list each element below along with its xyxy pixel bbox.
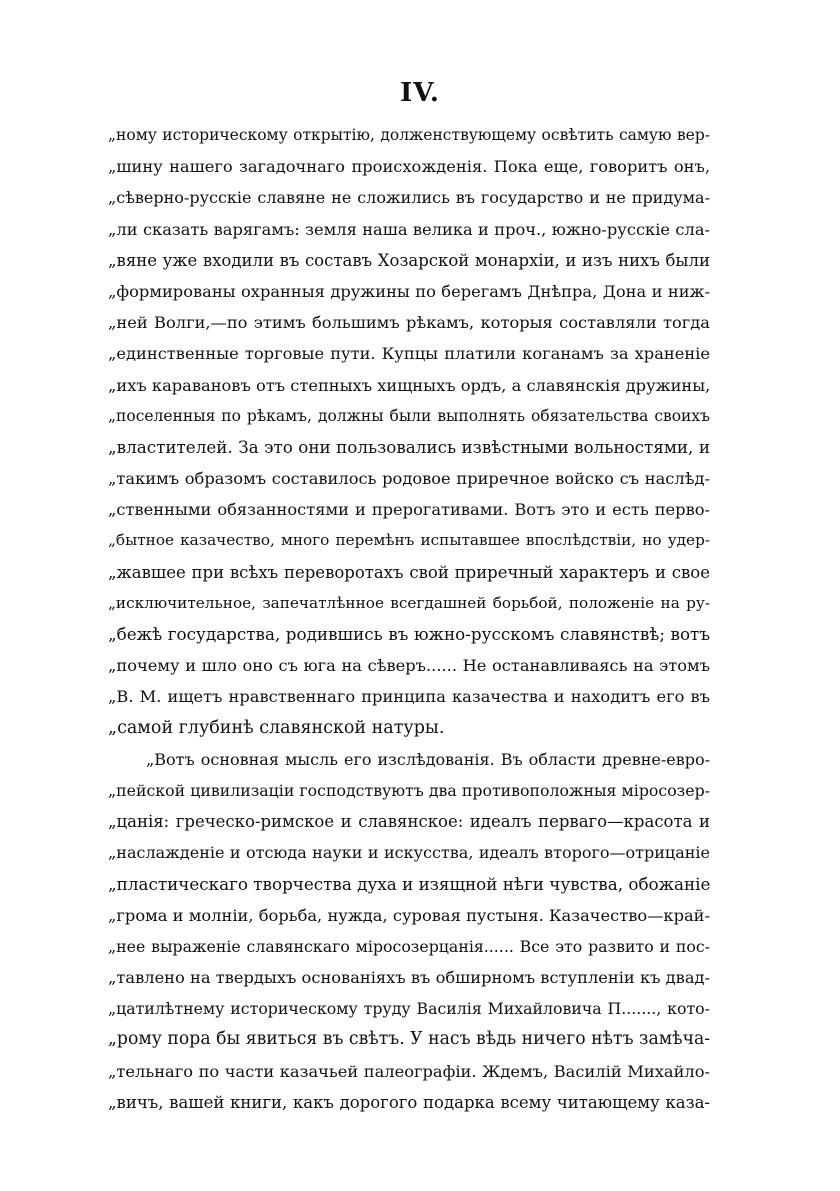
text-line: „грома и молніи, борьба, нужда, суровая пустыня. Казачество—край-	[108, 905, 710, 925]
text-line: „властителей. За это они пользовались извѣстными вольностями, и	[108, 436, 710, 457]
text-line: „цатилѣтнему историческому труду Василія Михайловича П......., кото-	[108, 999, 710, 1019]
text-line: „исключительное, запечатлѣнное всегдашней борьбой, положеніе на ру-	[108, 593, 710, 612]
text-line: „пластическаго творчества духа и изящной нѣги чувства, обожаніе	[108, 873, 710, 894]
text-line: „самой глубинѣ славянской натуры.	[108, 717, 445, 738]
text-line: „наслажденіе и отсюда науки и искусства, идеалъ второго—отрицаніе	[108, 843, 710, 863]
text-line: „рому пора бы явиться въ свѣтъ. У насъ вѣдь ничего нѣтъ замѣча-	[108, 1029, 710, 1050]
text-line: „почему и шло оно съ юга на сѣверъ...... Не останавливаясь на этомъ	[108, 656, 710, 676]
text-line: „цанія: греческо-римское и славянское: идеалъ перваго—красота и	[108, 812, 710, 832]
text-line: „жавшее при всѣхъ переворотахъ свой приречный характеръ и свое	[108, 562, 710, 582]
text-line: „Вотъ основная мысль его изслѣдованія. Въ области древне-евро-	[146, 749, 710, 769]
paragraph-2	[108, 744, 710, 1118]
text-line: „вяне уже входили въ составъ Хозарской монархіи, и изъ нихъ были	[108, 250, 710, 270]
text-line: „сѣверно-русскіе славяне не сложились въ государство и не придума-	[108, 188, 710, 208]
text-line: „ному историческому открытію, долженствующему освѣтить самую вер-	[108, 126, 710, 144]
body-text	[108, 120, 710, 1118]
text-line: „ихъ каравановъ отъ степныхъ хищныхъ ордъ, а славянскія дружины,	[108, 375, 710, 395]
text-line: „ственными обязанностями и прерогативами. Вотъ это и есть перво-	[108, 500, 710, 520]
text-line: „бежѣ государства, родившись въ южно-русскомъ славянствѣ; вотъ	[108, 624, 710, 644]
page-number: IV.	[400, 78, 440, 108]
text-line: „нее выраженіе славянскаго міросозерцанія...... Все это развито и пос-	[108, 936, 710, 956]
text-line: „В. М. ищетъ нравственнаго принципа казачества и находитъ его въ	[108, 687, 710, 707]
text-line: „ли сказать варягамъ: земля наша велика и проч., южно-русскіе сла-	[108, 219, 710, 239]
text-line: „формированы охранныя дружины по берегамъ Днѣпра, Дона и ниж-	[108, 281, 710, 301]
text-line: „поселенныя по рѣкамъ, должны были выполнять обязательства своихъ	[108, 406, 710, 425]
text-line: „тавлено на твердыхъ основаніяхъ въ обширномъ вступленіи къ двад-	[108, 968, 710, 988]
text-line: „тельнаго по части казачьей палеографіи. Ждемъ, Василій Михайло-	[108, 1061, 710, 1081]
text-line: „пейской цивилизаціи господствуютъ два противоположныя міросозер-	[108, 780, 710, 800]
text-line: „вичъ, вашей книги, какъ дорогого подарка всему читающему каза-	[108, 1092, 710, 1112]
text-line: „такимъ образомъ составилось родовое приречное войско съ наслѣд-	[108, 469, 710, 489]
paragraph-1	[108, 120, 710, 744]
text-line: „ней Волги,—по этимъ большимъ рѣкамъ, которыя составляли тогда	[108, 313, 710, 333]
text-line: „бытное казачество, много перемѣнъ испытавшее впослѣдствіи, но удер-	[108, 531, 710, 550]
text-line: „шину нашего загадочнаго происхожденія. Пока еще, говоритъ онъ,	[108, 157, 710, 177]
text-line: „единственные торговые пути. Купцы платили коганамъ за храненіе	[108, 344, 710, 364]
